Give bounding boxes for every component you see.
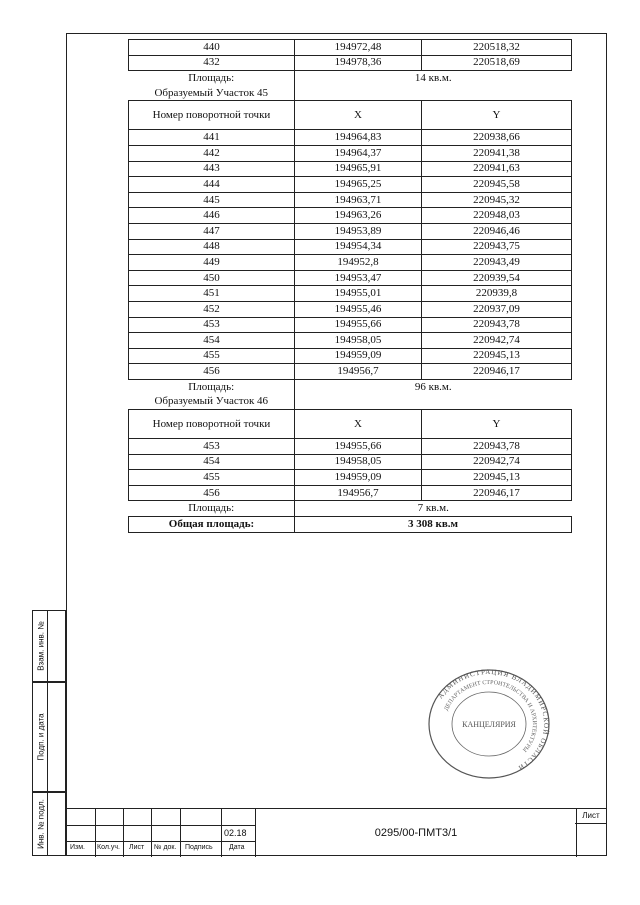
table-row (129, 286, 572, 302)
point-number: 455 (129, 470, 295, 486)
point-number: 456 (129, 485, 295, 501)
point-x: 194955,01 (295, 286, 422, 302)
section-row (129, 394, 572, 409)
area-row (129, 71, 572, 86)
point-x: 194956,7 (295, 364, 422, 380)
side-label-inv: Инв. № подл. (36, 799, 46, 849)
point-y: 220942,74 (422, 454, 572, 470)
side-field-inv (32, 792, 66, 856)
svg-text:КАНЦЕЛЯРИЯ: КАНЦЕЛЯРИЯ (462, 720, 516, 729)
area-label: Площадь: (188, 71, 235, 84)
point-x: 194963,71 (295, 192, 422, 208)
point-x: 194956,7 (295, 485, 422, 501)
point-number: 440 (129, 40, 295, 56)
table-row (129, 55, 572, 71)
point-x: 194965,25 (295, 177, 422, 193)
table-row (129, 348, 572, 364)
area-value: 96 кв.м. (295, 379, 572, 394)
point-x: 194958,05 (295, 454, 422, 470)
office-seal (424, 668, 554, 780)
total-row (129, 517, 572, 533)
table-row (129, 161, 572, 177)
stamp-label-ndok: № док. (154, 844, 177, 851)
revision-grid (66, 809, 255, 857)
area-value: 7 кв.м. (295, 501, 572, 517)
point-y: 220518,32 (422, 40, 572, 56)
header-y: Y (422, 410, 572, 439)
title-block (66, 808, 607, 856)
point-number: 453 (129, 439, 295, 455)
point-x: 194955,66 (295, 317, 422, 333)
table-row (129, 301, 572, 317)
point-number: 444 (129, 177, 295, 193)
point-x: 194955,66 (295, 439, 422, 455)
stamp-label-podpis: Подпись (185, 844, 213, 851)
point-number: 451 (129, 286, 295, 302)
point-x: 194954,34 (295, 239, 422, 255)
table-row (129, 333, 572, 349)
point-y: 220946,46 (422, 223, 572, 239)
point-y: 220939,8 (422, 286, 572, 302)
point-y: 220945,13 (422, 348, 572, 364)
header-x: X (295, 101, 422, 130)
header-number: Номер поворотной точки (129, 101, 295, 130)
point-y: 220948,03 (422, 208, 572, 224)
table-row (129, 130, 572, 146)
section-blank (295, 394, 572, 409)
stamp-label-list: Лист (129, 844, 145, 851)
point-number: 446 (129, 208, 295, 224)
stamp-label-kolych: Кол.уч. (97, 844, 120, 851)
point-number: 456 (129, 364, 295, 380)
area-row (129, 501, 572, 517)
point-x: 194953,89 (295, 223, 422, 239)
point-number: 454 (129, 333, 295, 349)
table-row (129, 364, 572, 380)
side-label-podp: Подп. и дата (36, 713, 46, 761)
point-y: 220945,32 (422, 192, 572, 208)
point-y: 220941,38 (422, 145, 572, 161)
point-y: 220943,75 (422, 239, 572, 255)
point-number: 432 (129, 55, 295, 71)
svg-text:АДМИНИСТРАЦИЯ ВЛАДИМИРСКОЙ ОБЛ: АДМИНИСТРАЦИЯ ВЛАДИМИРСКОЙ ОБЛАСТИ (436, 668, 551, 773)
section-blank (295, 86, 572, 101)
point-number: 455 (129, 348, 295, 364)
table-row (129, 470, 572, 486)
stamp-label-izm: Изм. (70, 844, 85, 851)
point-x: 194953,47 (295, 270, 422, 286)
area-label: Площадь: (188, 502, 235, 515)
point-y: 220946,17 (422, 364, 572, 380)
point-x: 194959,09 (295, 348, 422, 364)
table-row (129, 317, 572, 333)
point-x: 194964,37 (295, 145, 422, 161)
table-row (129, 454, 572, 470)
side-label-vzam: Взам. инв. № (36, 621, 46, 671)
total-label: Общая площадь: (129, 517, 295, 533)
section-title: Образуемый Участок 45 (154, 86, 269, 99)
coordinates-table (128, 39, 572, 533)
table-row (129, 40, 572, 56)
table-row (129, 439, 572, 455)
table-row (129, 192, 572, 208)
header-row (129, 101, 572, 130)
point-y: 220939,54 (422, 270, 572, 286)
point-y: 220943,78 (422, 439, 572, 455)
point-number: 443 (129, 161, 295, 177)
document-code: 0295/00-ПМТ3/1 (255, 809, 577, 857)
point-y: 220945,13 (422, 470, 572, 486)
table-row (129, 270, 572, 286)
point-y: 220945,58 (422, 177, 572, 193)
point-y: 220943,78 (422, 317, 572, 333)
point-x: 194955,46 (295, 301, 422, 317)
point-number: 441 (129, 130, 295, 146)
table-row (129, 223, 572, 239)
sheet-label: Лист (575, 809, 607, 824)
point-x: 194964,83 (295, 130, 422, 146)
section-row (129, 86, 572, 101)
svg-text:ДЕПАРТАМЕНТ СТРОИТЕЛЬСТВА И АР: ДЕПАРТАМЕНТ СТРОИТЕЛЬСТВА И АРХИТЕКТУРЫ (443, 679, 538, 753)
point-x: 194972,48 (295, 40, 422, 56)
point-x: 194963,26 (295, 208, 422, 224)
point-number: 453 (129, 317, 295, 333)
header-row (129, 410, 572, 439)
point-y: 220943,49 (422, 255, 572, 271)
point-number: 450 (129, 270, 295, 286)
total-value: 3 308 кв.м (295, 517, 572, 533)
section-title: Образуемый Участок 46 (154, 395, 269, 408)
point-y: 220941,63 (422, 161, 572, 177)
point-x: 194959,09 (295, 470, 422, 486)
stamp-label-data: Дата (229, 844, 245, 851)
table-row (129, 177, 572, 193)
point-x: 194965,91 (295, 161, 422, 177)
point-number: 452 (129, 301, 295, 317)
point-x: 194952,8 (295, 255, 422, 271)
point-y: 220518,69 (422, 55, 572, 71)
point-x: 194958,05 (295, 333, 422, 349)
point-y: 220942,74 (422, 333, 572, 349)
side-field-vzam (32, 610, 66, 682)
table-row (129, 208, 572, 224)
point-number: 448 (129, 239, 295, 255)
point-y: 220937,09 (422, 301, 572, 317)
point-number: 445 (129, 192, 295, 208)
table-row (129, 145, 572, 161)
header-number: Номер поворотной точки (129, 410, 295, 439)
point-x: 194978,36 (295, 55, 422, 71)
header-x: X (295, 410, 422, 439)
stamp-date: 02.18 (224, 828, 247, 838)
area-label: Площадь: (188, 380, 235, 393)
point-number: 447 (129, 223, 295, 239)
table-row (129, 255, 572, 271)
point-y: 220946,17 (422, 485, 572, 501)
area-value: 14 кв.м. (295, 71, 572, 86)
point-y: 220938,66 (422, 130, 572, 146)
point-number: 442 (129, 145, 295, 161)
table-row (129, 239, 572, 255)
side-field-podp (32, 682, 66, 792)
area-row (129, 379, 572, 394)
table-row (129, 485, 572, 501)
point-number: 454 (129, 454, 295, 470)
point-number: 449 (129, 255, 295, 271)
header-y: Y (422, 101, 572, 130)
